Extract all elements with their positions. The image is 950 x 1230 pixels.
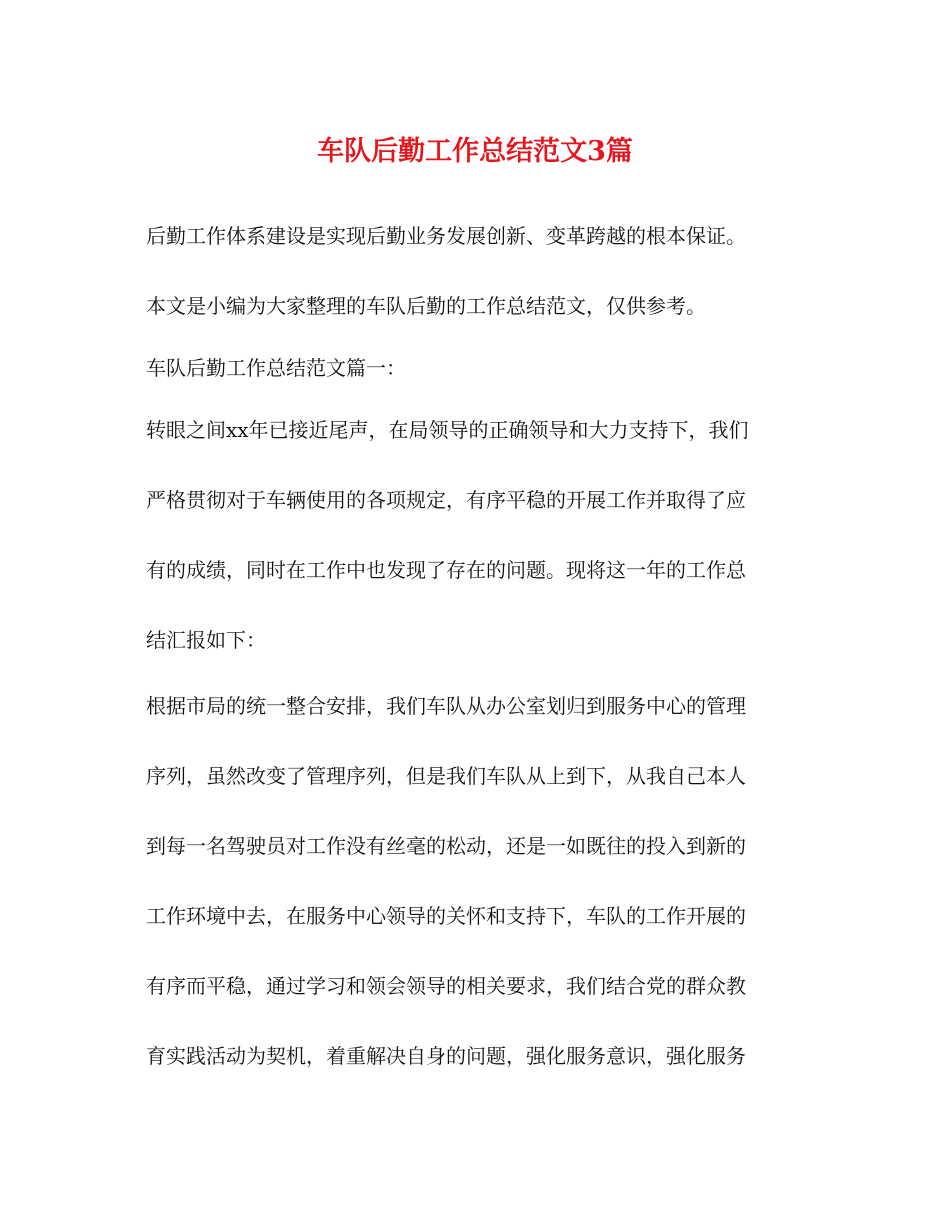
paragraph-line: 根据市局的统一整合安排，我们车队从办公室划归到服务中心的管理 — [146, 694, 746, 718]
section-heading: 车队后勤工作总结范文篇一： — [146, 356, 406, 380]
paragraph-line: 序列，虽然改变了管理序列，但是我们车队从上到下，从我自己本人 — [146, 764, 746, 788]
paragraph-line: 有的成绩，同时在工作中也发现了存在的问题。现将这一年的工作总 — [146, 558, 746, 582]
paragraph-line: 结汇报如下： — [146, 628, 266, 652]
paragraph-line: 转眼之间xx年已接近尾声，在局领导的正确领导和大力支持下，我们 — [146, 418, 749, 442]
intro-line: 后勤工作体系建设是实现后勤业务发展创新、变革跨越的根本保证。 — [146, 224, 746, 248]
paragraph-line: 到每一名驾驶员对工作没有丝毫的松动，还是一如既往的投入到新的 — [146, 834, 746, 858]
paragraph-line: 工作环境中去，在服务中心领导的关怀和支持下，车队的工作开展的 — [146, 904, 746, 928]
paragraph-line: 育实践活动为契机，着重解决自身的问题，强化服务意识，强化服务 — [146, 1044, 746, 1068]
paragraph-line: 有序而平稳，通过学习和领会领导的相关要求，我们结合党的群众教 — [146, 974, 746, 998]
paragraph-line: 严格贯彻对于车辆使用的各项规定，有序平稳的开展工作并取得了应 — [146, 488, 746, 512]
document-title: 车队后勤工作总结范文3篇 — [317, 136, 633, 167]
intro-line: 本文是小编为大家整理的车队后勤的工作总结范文，仅供参考。 — [146, 294, 706, 318]
